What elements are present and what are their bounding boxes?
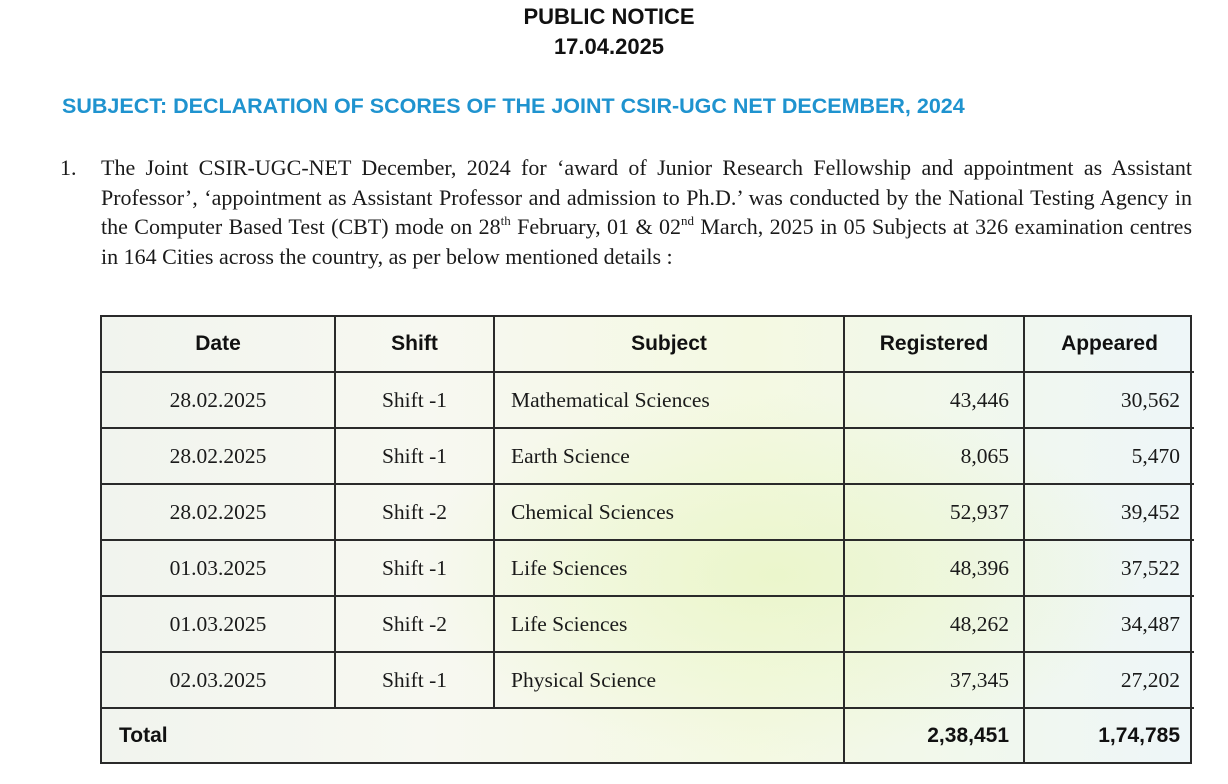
- column-header-appeared: Appeared: [1024, 317, 1194, 372]
- table-row: [102, 484, 1194, 540]
- cell-shift: Shift -2: [335, 596, 494, 652]
- table-row: [102, 372, 1194, 428]
- paragraph-number: 1.: [60, 155, 77, 180]
- table-row: [102, 540, 1194, 596]
- cell-subject: Life Sciences: [494, 596, 844, 652]
- table-header-row: [102, 317, 1194, 372]
- table-row: [102, 652, 1194, 708]
- column-header-subject: Subject: [494, 317, 844, 372]
- cell-registered: 43,446: [844, 372, 1024, 428]
- cell-appeared: 30,562: [1024, 372, 1194, 428]
- notice-subject: SUBJECT: DECLARATION OF SCORES OF THE JOINT CSIR-UGC NET DECEMBER, 2024: [62, 94, 965, 118]
- paragraph-1: [60, 153, 1192, 271]
- total-registered: 2,38,451: [844, 708, 1024, 763]
- cell-date: 02.03.2025: [102, 652, 335, 708]
- total-label: Total: [102, 708, 844, 763]
- cell-appeared: 5,470: [1024, 428, 1194, 484]
- cell-shift: Shift -1: [335, 428, 494, 484]
- cell-date: 01.03.2025: [102, 596, 335, 652]
- cell-registered: 48,396: [844, 540, 1024, 596]
- column-header-shift: Shift: [335, 317, 494, 372]
- column-header-date: Date: [102, 317, 335, 372]
- cell-subject: Physical Science: [494, 652, 844, 708]
- table-total-row: [102, 708, 1194, 763]
- cell-registered: 48,262: [844, 596, 1024, 652]
- paragraph-text-part2: February, 01 & 02: [510, 214, 681, 239]
- cell-date: 28.02.2025: [102, 428, 335, 484]
- cell-subject: Mathematical Sciences: [494, 372, 844, 428]
- table-row: [102, 428, 1194, 484]
- column-header-registered: Registered: [844, 317, 1024, 372]
- notice-title: PUBLIC NOTICE: [523, 4, 695, 29]
- paragraph-text: [101, 153, 1192, 271]
- notice-date: 17.04.2025: [553, 34, 665, 59]
- cell-date: 28.02.2025: [102, 484, 335, 540]
- cell-subject: Life Sciences: [494, 540, 844, 596]
- cell-registered: 52,937: [844, 484, 1024, 540]
- cell-date: 28.02.2025: [102, 372, 335, 428]
- cell-registered: 8,065: [844, 428, 1024, 484]
- cell-registered: 37,345: [844, 652, 1024, 708]
- total-appeared: 1,74,785: [1024, 708, 1194, 763]
- cell-appeared: 39,452: [1024, 484, 1194, 540]
- cell-shift: Shift -2: [335, 484, 494, 540]
- paragraph-text-part3: March, 2025 in 05 Subjects at 326 examination centres in 164 Cities across the country, as per below mentioned details :: [101, 214, 1193, 269]
- exam-details-table: [100, 315, 1192, 764]
- cell-date: 01.03.2025: [102, 540, 335, 596]
- cell-appeared: 34,487: [1024, 596, 1194, 652]
- cell-appeared: 37,522: [1024, 540, 1194, 596]
- superscript-nd: nd: [680, 213, 694, 228]
- cell-shift: Shift -1: [335, 372, 494, 428]
- table-row: [102, 596, 1194, 652]
- cell-appeared: 27,202: [1024, 652, 1194, 708]
- cell-shift: Shift -1: [335, 652, 494, 708]
- cell-subject: Earth Science: [494, 428, 844, 484]
- superscript-th: th: [500, 213, 511, 228]
- cell-shift: Shift -1: [335, 540, 494, 596]
- paragraph-text-part1: The Joint CSIR-UGC-NET December, 2024 for ‘award of Junior Research Fellowship and appointment as Assistant Professor’, ‘appointment as Assistant Professor and admission to Ph.D.’ was conducted by the National Testing Agency in the Computer Based Test (CBT) mode on 28: [101, 155, 1192, 239]
- cell-subject: Chemical Sciences: [494, 484, 844, 540]
